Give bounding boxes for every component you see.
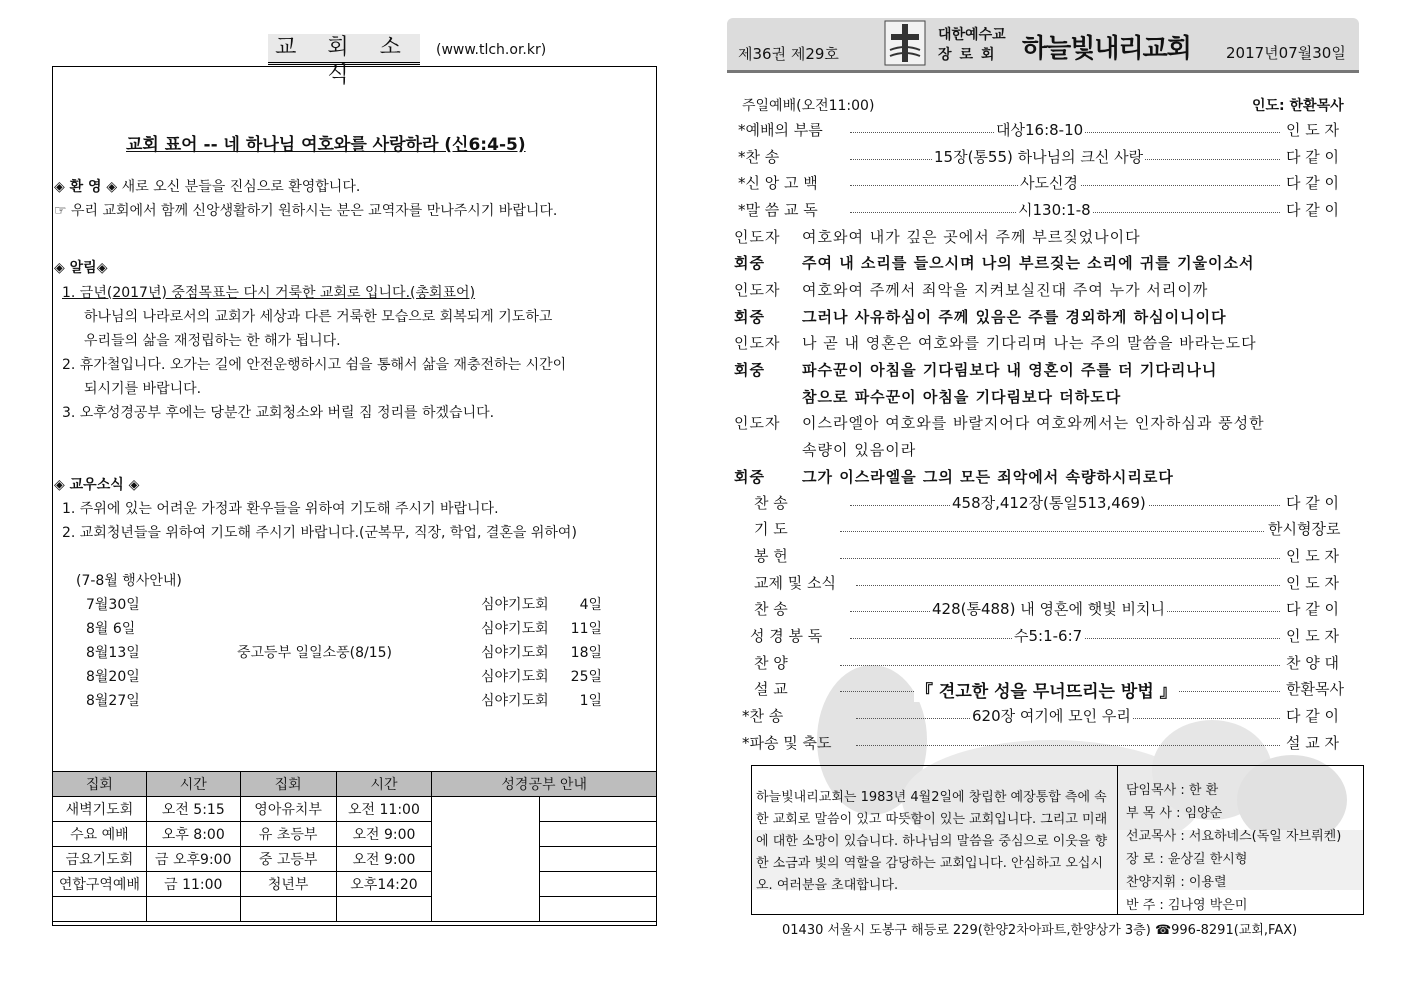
event-late-prayer: 심야기도회: [481, 645, 549, 661]
table-cell: [53, 897, 147, 922]
reading-text: 그러나 사유하심이 주께 있음은 주를 경외하게 하심이니이다: [802, 308, 1227, 326]
notice-line: 3. 오후성경공부 후에는 당분간 교회청소와 버릴 짐 정리를 하겠습니다.: [62, 405, 495, 421]
table-row: [53, 897, 657, 922]
order-item-detail: 대상16:8-10: [996, 121, 1084, 139]
event-late-prayer: 심야기도회: [481, 597, 549, 613]
leader-dots: [840, 665, 1280, 666]
service-title: 주일예배(오전11:00): [742, 98, 875, 114]
table-cell: 오전 11:00: [336, 797, 432, 822]
table-cell: 연합구역예배: [53, 872, 147, 897]
service-leader: 인도: 한환목사: [1252, 98, 1344, 114]
notice-line: [62, 282, 475, 302]
header-cell: 시간: [146, 772, 240, 797]
order-item-name: *말 씀 교 독: [738, 201, 818, 219]
order-item-detail: 620장 여기에 모인 우리: [972, 707, 1131, 725]
volume-number: 제36권 제29호: [738, 45, 839, 63]
order-item-name: 봉 헌: [754, 547, 788, 565]
event-date: 8월27일: [86, 693, 140, 709]
order-item-who: 다 같 이: [1286, 148, 1340, 166]
order-item-who: 다 같 이: [1286, 494, 1340, 512]
table-cell: 오후 8:00: [146, 822, 240, 847]
event-date: 8월20일: [86, 669, 140, 685]
table-cell: 청년부: [240, 872, 336, 897]
order-item-name: *찬 송: [738, 148, 780, 166]
order-item-detail: 사도신경: [1020, 174, 1078, 192]
event-late-day: 11일: [570, 621, 602, 637]
table-row: [53, 797, 657, 822]
event-late-day: 25일: [570, 669, 602, 685]
order-item-who: 설 교 자: [1286, 734, 1340, 752]
reading-who: 회중: [734, 468, 765, 486]
denomination-line-1: 대한예수교: [938, 27, 1006, 43]
table-row: [53, 822, 657, 847]
event-name: 중고등부 일일소풍(8/15): [237, 645, 393, 661]
info-divider: [1117, 765, 1118, 915]
bible-study-cell: [540, 822, 657, 847]
bible-study-cell: [540, 797, 657, 822]
order-item-detail: 시130:1-8: [1018, 201, 1091, 219]
table-cell: 오후14:20: [336, 872, 432, 897]
welcome-line: ☞ 우리 교회에서 함께 신앙생활하기 원하시는 분은 교역자를 만나주시기 바랍니다.: [54, 203, 558, 219]
event-late-prayer: 심야기도회: [481, 693, 549, 709]
table-cell: 오전 9:00: [336, 822, 432, 847]
table-row: [53, 847, 657, 872]
bible-study-cell: [540, 897, 657, 922]
table-cell: [146, 897, 240, 922]
leader-dots: [840, 531, 1264, 532]
table-cell: 유 초등부: [240, 822, 336, 847]
notice-text-1: 1. 금년(2017년) 중점목표는 다시 거룩한 교회로 입니다.(총회표어): [62, 285, 476, 301]
staff-entry: 선교목사 : 서요하네스(독일 자브뤼켄): [1126, 829, 1342, 844]
church-address: 01430 서울시 도봉구 해등로 229(한양2차아파트,한양상가 3층) ☎996-8291(교회,FAX): [782, 923, 1298, 938]
event-late-prayer: 심야기도회: [481, 621, 549, 637]
order-item-name: 성 경 봉 독: [750, 627, 823, 645]
table-row: [53, 872, 657, 897]
header-cell: 집회: [53, 772, 147, 797]
order-item-detail: 428(통488) 내 영혼에 햇빛 비치니: [932, 600, 1165, 618]
table-cell: 오전 9:00: [336, 847, 432, 872]
reading-text: 속량이 있음이라: [802, 441, 917, 459]
notice-heading: ◈ 알림◈: [54, 260, 108, 276]
order-item-who: 다 같 이: [1286, 600, 1340, 618]
table-cell: 오전 5:15: [146, 797, 240, 822]
reading-who: 인도자: [734, 281, 781, 299]
table-cell: 금요기도회: [53, 847, 147, 872]
order-item-who: 다 같 이: [1286, 174, 1340, 192]
affairs-line: 2. 교회청년들을 위하여 기도해 주시기 바랍니다.(군복무, 직장, 학업, 결혼을 위하여): [62, 525, 577, 541]
order-item-name: 찬 양: [754, 654, 788, 672]
welcome-text: 새로 오신 분들을 진심으로 환영합니다.: [121, 179, 361, 195]
event-date: 8월13일: [86, 645, 140, 661]
order-item-who: 인 도 자: [1286, 547, 1340, 565]
denomination-line-2: 장로회: [938, 47, 1003, 63]
bible-study-cell: [540, 872, 657, 897]
event-late-day: 1일: [579, 693, 602, 709]
church-introduction: 하늘빛내리교회는 1983년 4월2일에 창립한 예장통합 측에 속한 교회로 말씀이 있고 따뜻함이 있는 교회입니다. 그리고 미래에 대한 소망이 있습니다. 하나님의 말씀을 중심으로 이웃을 향한 소금과 빛의 역할을 감당하는 교회입니다. 안심하고 오십시오. 여러분을 초대합니다.: [756, 790, 1108, 893]
header-cell: 집회: [240, 772, 336, 797]
staff-entry: 부 목 사 : 임양순: [1126, 806, 1223, 821]
page-title: 교 회 소 식: [268, 34, 420, 65]
order-item-detail: 458장,412장(통일513,469): [952, 494, 1146, 512]
order-item-name: *파송 및 축도: [742, 734, 832, 752]
order-item-name: 찬 송: [754, 494, 788, 512]
event-late-prayer: 심야기도회: [481, 669, 549, 685]
table-cell: 금 11:00: [146, 872, 240, 897]
order-item-name: *예배의 부름: [738, 121, 823, 139]
table-cell: 새벽기도회: [53, 797, 147, 822]
reading-who: 회중: [734, 361, 765, 379]
table-cell: 수요 예배: [53, 822, 147, 847]
event-date: 8월 6일: [86, 621, 136, 637]
header-cell: 시간: [336, 772, 432, 797]
notice-line: 우리들의 삶을 재정립하는 한 해가 됩니다.: [84, 333, 341, 349]
table-header-row: [53, 772, 657, 797]
staff-entry: 찬양지휘 : 이용렬: [1126, 875, 1227, 890]
order-item-who: 찬 양 대: [1286, 654, 1340, 672]
reading-text: 여호와여 내가 깊은 곳에서 주께 부르짖었나이다: [802, 228, 1141, 246]
notice-line: 2. 휴가철입니다. 오가는 길에 안전운행하시고 쉼을 통해서 삶을 재충전하는 시간이: [62, 357, 567, 373]
events-heading: (7-8월 행사안내): [76, 573, 182, 589]
notice-line: 하나님의 나라로서의 교회가 세상과 다른 거룩한 모습으로 회복되게 기도하고: [84, 309, 553, 325]
order-item-who: 다 같 이: [1286, 707, 1340, 725]
event-late-day: 4일: [579, 597, 602, 613]
table-cell: 중 고등부: [240, 847, 336, 872]
table-cell: [336, 897, 432, 922]
order-item-name: 기 도: [754, 520, 788, 538]
order-item-who: 인 도 자: [1286, 121, 1340, 139]
bible-study-cell: [432, 797, 540, 922]
order-item-name: 설 교: [754, 680, 788, 698]
event-late-day: 18일: [570, 645, 602, 661]
leader-dots: [840, 558, 1280, 559]
order-item-who: 한시형장로: [1268, 520, 1341, 538]
reading-who: 인도자: [734, 414, 781, 432]
leader-dots: [856, 585, 1280, 586]
reading-who: 인도자: [734, 228, 781, 246]
reading-who: 회중: [734, 308, 765, 326]
order-item-name: 찬 송: [754, 600, 788, 618]
affairs-line: 1. 주위에 있는 어려운 가정과 환우들을 위하여 기도해 주시기 바랍니다.: [62, 501, 499, 517]
order-item-detail: 수5:1-6:7: [1014, 627, 1083, 645]
staff-entry: 장 로 : 윤상길 한시형: [1126, 852, 1248, 867]
order-item-who: 인 도 자: [1286, 627, 1340, 645]
table-cell: 영아유치부: [240, 797, 336, 822]
event-date: 7월30일: [86, 597, 140, 613]
order-item-who: 다 같 이: [1286, 201, 1340, 219]
table-cell: [240, 897, 336, 922]
order-item-name: 교제 및 소식: [754, 574, 836, 592]
church-name: 하늘빛내리교회: [1022, 34, 1191, 64]
reading-text: 주여 내 소리를 들으시며 나의 부르짖는 소리에 귀를 기울이소서: [802, 254, 1255, 272]
order-item-who: 인 도 자: [1286, 574, 1340, 592]
welcome-heading: ◈ 환 영 ◈: [54, 179, 118, 195]
service-schedule-table: [52, 771, 657, 922]
order-item-name: *신 앙 고 백: [738, 174, 818, 192]
order-item-detail: 15장(통55) 하나님의 크신 사랑: [934, 148, 1144, 166]
order-item-who: 한환목사: [1286, 680, 1344, 698]
reading-text: 파수꾼이 아침을 기다림보다 내 영혼이 주를 더 기다리나니: [802, 361, 1218, 379]
reading-who: 회중: [734, 254, 765, 272]
reading-text: 참으로 파수꾼이 아침을 기다림보다 더하도다: [802, 388, 1122, 406]
welcome-section: [54, 176, 360, 196]
sermon-title: 『 견고한 성을 무너뜨리는 방법 』: [914, 677, 1179, 702]
staff-entry: 담임목사 : 한 환: [1126, 783, 1219, 798]
bulletin-date: 2017년07월30일: [1226, 44, 1346, 62]
reading-who: 인도자: [734, 334, 781, 352]
church-motto: 교회 표어 -- 네 하나님 여호와를 사랑하라 (신6:4-5): [126, 135, 526, 155]
reading-text: 그가 이스라엘을 그의 모든 죄악에서 속량하시리로다: [802, 468, 1174, 486]
leader-dots: [856, 745, 1280, 746]
table-cell: 금 오후9:00: [146, 847, 240, 872]
website-url[interactable]: (www.tlch.or.kr): [436, 42, 547, 58]
reading-text: 여호와여 주께서 죄악을 지켜보실진대 주여 누가 서리이까: [802, 281, 1209, 299]
reading-text: 이스라엘아 여호와를 바랄지어다 여호와께서는 인자하심과 풍성한: [802, 414, 1265, 432]
bible-study-cell: [540, 847, 657, 872]
notice-line: 되시기를 바랍니다.: [84, 381, 202, 397]
staff-entry: 반 주 : 김나영 박은미: [1126, 898, 1248, 913]
order-item-name: *찬 송: [742, 707, 784, 725]
church-logo-icon: [884, 20, 926, 66]
affairs-heading: ◈ 교우소식 ◈: [54, 477, 140, 493]
reading-text: 나 곧 내 영혼은 여호와를 기다리며 나는 주의 말씀을 바라는도다: [802, 334, 1257, 352]
header-cell: 성경공부 안내: [432, 772, 657, 797]
